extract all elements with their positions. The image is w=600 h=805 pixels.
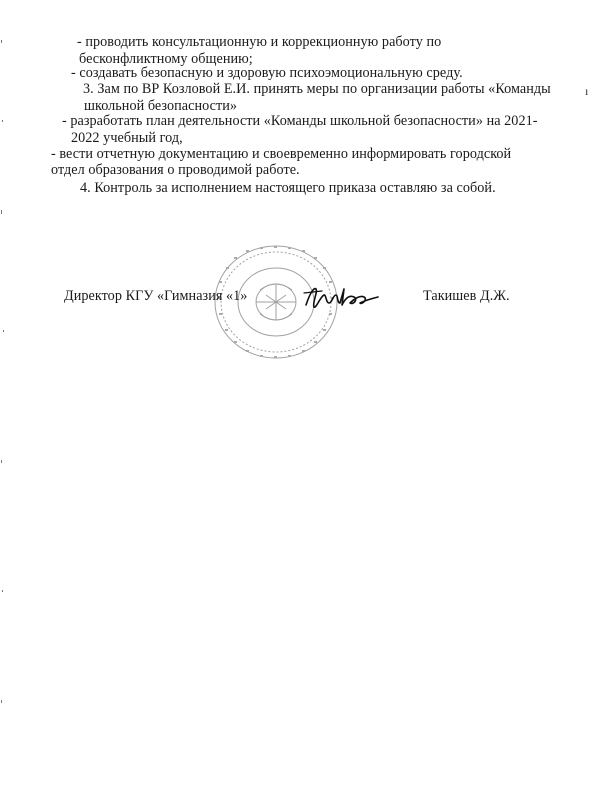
doc-line-1: - проводить консультационную и коррекционную работу по [77, 34, 442, 50]
doc-line-6: - разработать план деятельности «Команды школьной безопасности» на 2021- [62, 113, 538, 129]
doc-line-4: 3. Зам по ВР Козловой Е.И. принять меры по организации работы «Команды [83, 81, 551, 97]
doc-line-9: отдел образования о проводимой работе. [51, 162, 300, 178]
doc-line-3: - создавать безопасную и здоровую психоэмоциональную среду. [71, 65, 463, 81]
signature-title: Директор КГУ «Гимназия «1» [64, 288, 248, 304]
doc-line-8: - вести отчетную документацию и своевременно информировать городской [51, 146, 512, 162]
handwritten-signature [302, 283, 382, 313]
doc-line-10: 4. Контроль за исполнением настоящего приказа оставляю за собой. [80, 180, 496, 196]
signatory-name: Такишев Д.Ж. [423, 288, 510, 304]
scan-edge-artifacts [0, 0, 6, 800]
doc-line-7: 2022 учебный год, [71, 130, 183, 146]
doc-line-2: бесконфликтному общению; [79, 51, 253, 67]
scan-edge-mark: ı [585, 84, 589, 98]
doc-line-5: школьной безопасности» [84, 98, 238, 114]
